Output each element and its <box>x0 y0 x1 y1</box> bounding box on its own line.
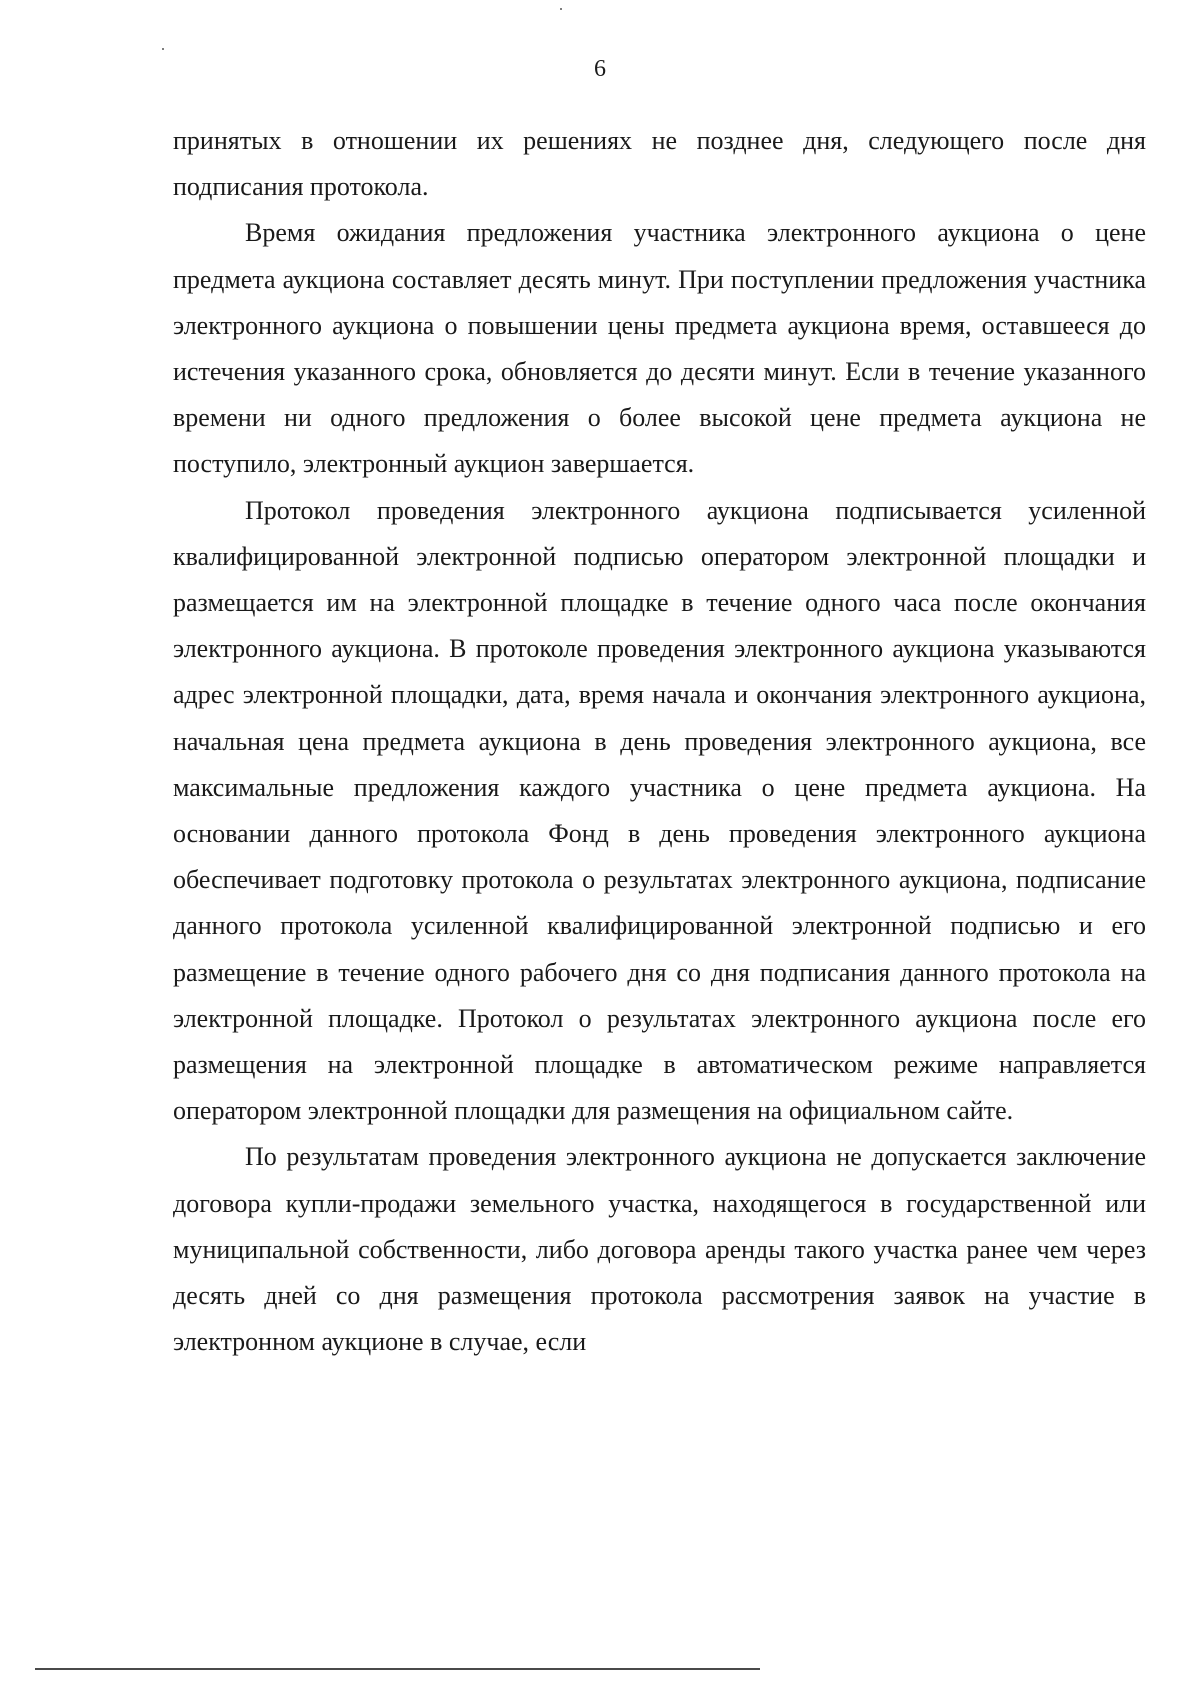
bottom-scan-line <box>35 1668 760 1670</box>
paragraph-auction-protocol: Протокол проведения электронного аукциона подписывается усиленной квалифицированной электронной подписью оператором электронной площадки и размещается им на электронной площадке в течение одного часа после окончания электронного аукциона. В протоколе проведения электронного аукциона указываются адрес электронной площадки, дата, время начала и окончания электронного аукциона, начальная цена предмета аукциона в день проведения электронного аукциона, все максимальные предложения каждого участника о цене предмета аукциона. На основании данного протокола Фонд в день проведения электронного аукциона обеспечивает подготовку протокола о результатах электронного аукциона, подписание данного протокола усиленной квалифицированной электронной подписью и его размещение в течение одного рабочего дня со дня подписания данного протокола на электронной площадке. Протокол о результатах электронного аукциона после его размещения на электронной площадке в автоматическом режиме направляется оператором электронной площадки для размещения на официальном сайте. <box>173 495 1146 1126</box>
document-body <box>173 118 1146 1365</box>
paragraph-bid-waiting-time: Время ожидания предложения участника электронного аукциона о цене предмета аукциона составляет десять минут. При поступлении предложения участника электронного аукциона о повышении цены предмета аукциона время, оставшееся до истечения указанного срока, обновляется до десяти минут. Если в течение указанного времени ни одного предложения о более высокой цене предмета аукциона не поступило, электронный аукцион завершается. <box>173 218 1146 479</box>
scan-speck <box>162 48 164 50</box>
page-number: 6 <box>594 56 606 82</box>
paragraph-continuation: принятых в отношении их решениях не позднее дня, следующего после дня подписания протокола. <box>173 126 1146 202</box>
paragraph-contract-restriction: По результатам проведения электронного аукциона не допускается заключение договора купли-продажи земельного участка, находящегося в государственной или муниципальной собственности, либо договора аренды такого участка ранее чем через десять дней со дня размещения протокола рассмотрения заявок на участие в электронном аукционе в случае, если <box>173 1142 1146 1357</box>
scan-speck <box>560 8 562 10</box>
